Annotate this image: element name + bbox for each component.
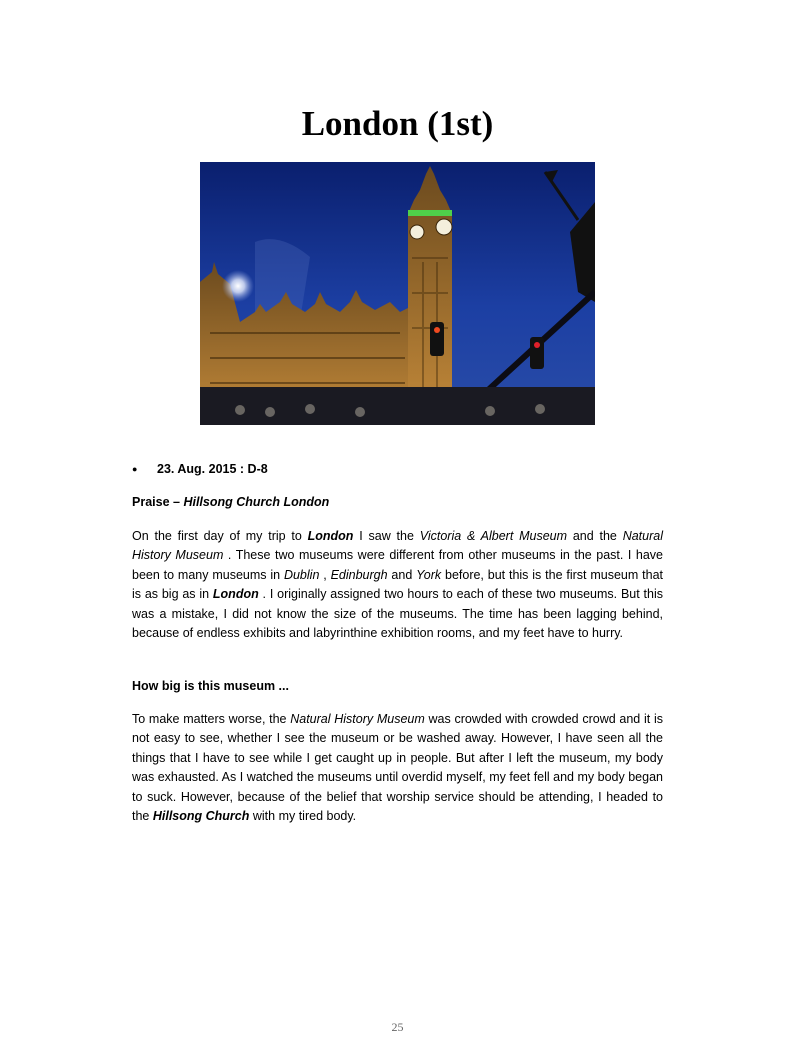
date-line: 23. Aug. 2015 : D-8 <box>157 462 268 476</box>
praise-church-name: Hillsong Church London <box>183 495 330 509</box>
date-bullet-item <box>132 461 268 477</box>
page-title: London (1st) <box>301 104 494 143</box>
praise-line <box>132 494 329 510</box>
paragraph-1: On the first day of my trip to London I saw the Victoria & Albert Museum and the Natural History Museum . These two museums were different from other museums in the past. I have been to many museums in Dublin , Edinburgh and York before, but this is the first museum that is as big as in London . I originally assigned two hours to each of these two museums. But this was a mistake, I did not know the size of the museums. The time has been lagging behind, because of endless exhibits and labyrinthine exhibition rooms, and my feet have to hurry. <box>132 529 664 641</box>
section-subheading: How big is this museum ... <box>132 679 289 693</box>
bullet-icon: ● <box>132 464 138 474</box>
paragraph-2: To make matters worse, the Natural History Museum was crowded with crowded crowd and it is not easy to see, whether I see the museum or be washed away. However, I have seen all the things that I have to see while I get caught up in people. But after I left the museum, my body was exhausted. As I watched the museums until overdid myself, my feet fell and my body began to suck. However, because of the belief that worship service should be attending, I headed to the Hillsong Church with my tired body. <box>132 712 663 824</box>
big-ben-night-photo <box>200 162 595 425</box>
page-number: 25 <box>391 1020 404 1034</box>
praise-label: Praise – <box>132 495 184 509</box>
